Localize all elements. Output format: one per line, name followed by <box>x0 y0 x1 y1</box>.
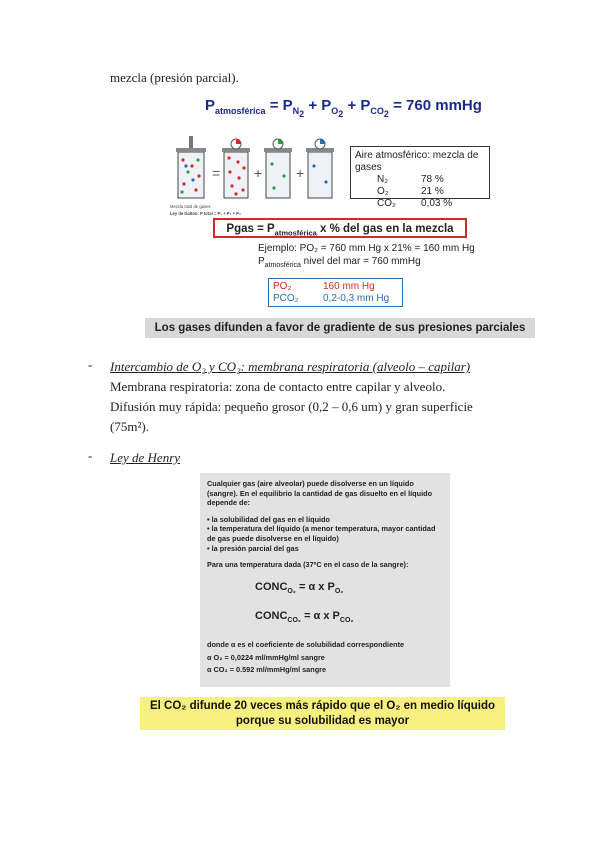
gas-containers-diagram <box>168 136 336 218</box>
air-value: 0,03 % <box>421 198 453 209</box>
dalton-co2: CO <box>370 106 384 116</box>
bullet-line: (75m²). <box>110 419 149 434</box>
dalton-lhs: P <box>205 97 216 114</box>
partial-pressure-box <box>268 278 403 307</box>
bullet-line: Membrana respiratoria: zona de contacto entre capilar y alveolo. <box>110 379 446 394</box>
svg-text:+: + <box>296 165 305 181</box>
dalton-eq: = P <box>265 97 293 114</box>
po2-value: 160 mm Hg <box>323 281 375 292</box>
air-gas: N₂ <box>377 174 389 185</box>
air-value: 21 % <box>421 186 444 197</box>
henry-formula-o2 <box>255 576 443 603</box>
henry-alpha-o2: α O₂ = 0,0224 ml/mmHg/ml sangre <box>207 652 325 662</box>
example-p: P <box>258 256 265 267</box>
dalton-n2-2: 2 <box>299 108 305 119</box>
air-gas: O₂ <box>377 186 389 197</box>
container-o2 <box>264 139 292 198</box>
dalton-o2: O <box>331 106 339 116</box>
example-sub: atmosférica <box>264 262 301 269</box>
formula-b: = α x P <box>295 580 335 593</box>
pco2-row <box>273 293 398 305</box>
dalton-rhs: = 760 mmHg <box>388 97 482 114</box>
air-row <box>355 174 485 186</box>
dalton-equation <box>205 97 482 119</box>
co2-highlight-box <box>140 697 505 730</box>
bullet-dash: - <box>88 357 93 372</box>
formula-a: CONC <box>255 580 288 593</box>
pgas-sub: atmosférica <box>274 228 317 238</box>
formula-sub: CO₂ <box>287 617 302 625</box>
henry-alpha-co2: α CO₂ = 0.592 ml/mmHg/ml sangre <box>207 665 327 675</box>
gradient-banner: Los gases difunden a favor de gradiente de sus presiones parciales <box>145 318 535 338</box>
formula-sub: O₂ <box>287 587 296 595</box>
example-rest: nivel del mar = 760 mmHg <box>300 256 421 267</box>
air-value: 78 % <box>421 174 444 185</box>
dalton-o2-2: 2 <box>338 108 344 119</box>
container-co2 <box>306 139 334 198</box>
formula-b: = α x P <box>301 609 340 622</box>
bullet-henry <box>110 448 180 468</box>
svg-text:+: + <box>254 165 263 181</box>
formula-sub2: CO₂ <box>339 617 354 625</box>
henry-paragraph: Cualquier gas (aire alveolar) puede disolverse en un líquido (sangre). En el equilibrio la cantidad de gas disuelto en el líquido depende de: <box>207 479 433 508</box>
henry-note: donde α es el coeficiente de solubilidad correspondiente <box>207 640 405 650</box>
formula-sub2: O₂ <box>334 587 344 595</box>
henry-law-box <box>200 473 450 687</box>
bullet-line: Difusión muy rápida: pequeño grosor (0,2 – 0,6 um) y gran superficie <box>110 399 473 414</box>
air-composition-box <box>350 146 490 209</box>
henry-item: • la presión parcial del gas <box>207 543 299 553</box>
pco2-label: PCO₂ <box>273 293 299 304</box>
dalton-plus1: + P <box>304 97 332 114</box>
henry-formula-co2 <box>255 605 443 632</box>
container-total <box>176 136 206 198</box>
bullet-intercambio <box>110 357 510 437</box>
bullet-title: Intercambio de O₂ y CO₂: membrana respiratoria (alveolo – capilar) <box>110 359 471 374</box>
bullet-dash: - <box>88 448 93 463</box>
air-title: Aire atmosférico: mezcla de gases <box>355 150 479 173</box>
diagram-caption: Mezcla total de gases <box>170 204 211 209</box>
pgas-a: Pgas = P <box>226 223 275 235</box>
container-n2 <box>222 139 250 198</box>
air-row <box>355 186 485 198</box>
example-line: Ejemplo: PO₂ = 760 mm Hg x 21% = 160 mm Hg <box>258 243 475 254</box>
po2-label: PO₂ <box>273 281 292 292</box>
svg-text:=: = <box>212 165 221 181</box>
pgas-b: x % del gas en la mezcla <box>316 223 454 235</box>
air-gas: CO₂ <box>377 198 396 209</box>
dalton-lhs-sub: atmosférica <box>215 106 266 116</box>
highlight-line: porque su solubilidad es mayor <box>235 715 410 727</box>
highlight-line: El CO₂ difunde 20 veces más rápido que el O₂ en medio líquido <box>149 700 496 712</box>
pgas-formula-box <box>213 218 467 238</box>
dalton-plus2: + P <box>343 97 371 114</box>
po2-row <box>273 281 398 293</box>
pco2-value: 0,2-0,3 mm Hg <box>323 293 390 304</box>
henry-paragraph: Para una temperatura dada (37ºC en el caso de la sangre): <box>207 560 409 570</box>
henry-item: • la temperatura del líquido (a menor temperatura, mayor cantidad de gas puede disolverse en el líquido) <box>207 524 436 543</box>
dalton-n2: N <box>292 106 300 116</box>
bullet-title: Ley de Henry <box>110 450 181 465</box>
diagram-caption-2: Ley de Dalton: P total = P₁ + P₂ + P₃ <box>170 211 241 216</box>
formula-a: CONC <box>255 609 288 622</box>
henry-item: • la solubilidad del gas en el líquido <box>207 514 330 524</box>
air-row <box>355 198 485 210</box>
dalton-co2-2: 2 <box>383 108 389 119</box>
example-line-2 <box>258 256 421 269</box>
intro-text: mezcla (presión parcial). <box>110 70 239 85</box>
